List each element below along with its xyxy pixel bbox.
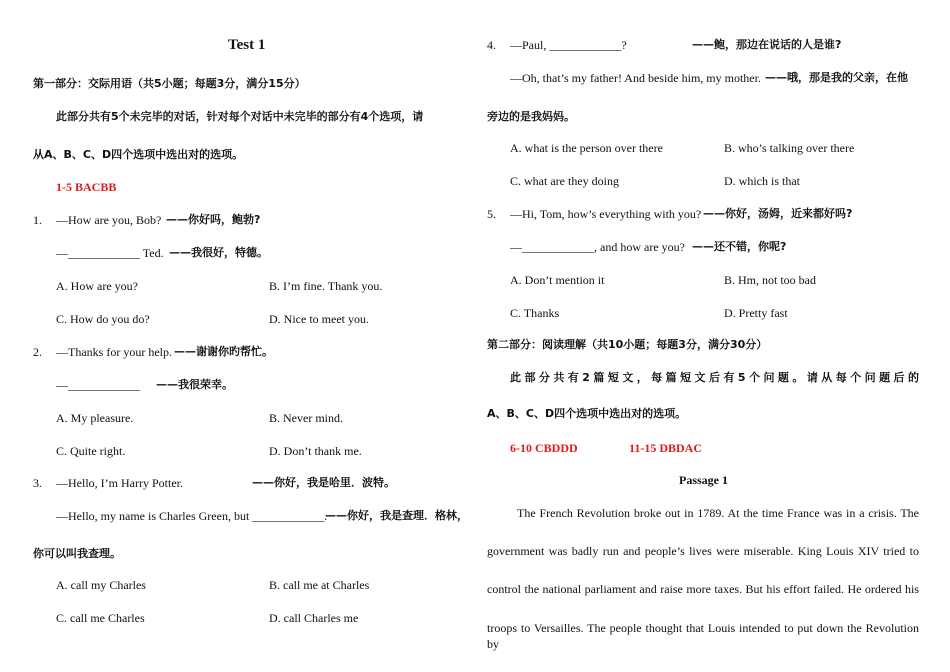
q2-option-d: D. Don’t thank me. xyxy=(269,444,362,458)
q2-option-a: A. My pleasure. xyxy=(56,411,134,425)
q4-option-c: C. what are they doing xyxy=(510,174,619,188)
passage-line: The French Revolution broke out in 1789. At the time France was in a crisis. The xyxy=(517,506,919,520)
q4-number: 4. xyxy=(487,38,496,52)
q4-line3-translation: 旁边的是我妈妈。 xyxy=(487,110,575,123)
q5-option-b: B. Hm, not too bad xyxy=(724,273,816,287)
q4-option-b: B. who’s talking over there xyxy=(724,141,855,155)
q5-option-a: A. Don’t mention it xyxy=(510,273,605,287)
q3-option-a: A. call my Charles xyxy=(56,578,146,592)
q2-option-c: C. Quite right. xyxy=(56,444,126,458)
q5-option-d: D. Pretty fast xyxy=(724,306,788,320)
q5-line1-translation: ——你好，汤姆，近来都好吗? xyxy=(703,207,853,220)
q5-line1: —Hi, Tom, how’s everything with you? xyxy=(510,207,702,221)
q2-line1: —Thanks for your help. xyxy=(56,345,172,359)
q5-option-c: C. Thanks xyxy=(510,306,560,320)
q3-number: 3. xyxy=(33,476,42,490)
q1-option-a: A. How are you? xyxy=(56,279,138,293)
q5-line2: —____________, and how are you? xyxy=(510,240,685,254)
q3-line1: —Hello, I’m Harry Potter. xyxy=(56,476,183,490)
q3-line1-translation: ——你好，我是哈里．波特。 xyxy=(252,476,395,489)
q1-line1-translation: ——你好吗，鲍勃? xyxy=(166,213,261,226)
q3-line2-translation: ——你好，我是查理．格林， xyxy=(325,509,468,522)
q2-line2-translation: ——我很荣幸。 xyxy=(156,378,233,391)
q3-option-b: B. call me at Charles xyxy=(269,578,370,592)
answer-key-11-15: 11-15 DBDAC xyxy=(629,441,703,455)
q2-option-b: B. Never mind. xyxy=(269,411,343,425)
q4-line1: —Paul, ____________? xyxy=(510,38,627,52)
q3-line3-translation: 你可以叫我查理。 xyxy=(33,547,121,560)
q4-line2-translation: ——哦，那是我的父亲，在他 xyxy=(765,71,908,84)
q5-line2-translation: ——还不错，你呢? xyxy=(692,240,787,253)
q3-option-d: D. call Charles me xyxy=(269,611,359,625)
q4-option-a: A. what is the person over there xyxy=(510,141,663,155)
q1-line2-translation: ——我很好，特德。 xyxy=(169,246,268,259)
q1-line2: —____________ Ted. xyxy=(56,246,164,260)
q1-option-c: C. How do you do? xyxy=(56,312,150,326)
q2-line2: —____________ xyxy=(56,378,140,392)
q3-line2: —Hello, my name is Charles Green, but ____________. xyxy=(56,509,328,523)
part2-heading: 第二部分：阅读理解（共10小题；每题3分，满分30分） xyxy=(487,338,768,351)
passage-line: government was badly run and people’s lives were miserable. King Louis XIV tried to xyxy=(487,544,919,558)
q5-number: 5. xyxy=(487,207,496,221)
q1-number: 1. xyxy=(33,213,42,227)
q1-line1: —How are you, Bob? xyxy=(56,213,162,227)
q4-line2: —Oh, that’s my father! And beside him, my mother. xyxy=(510,71,761,85)
q2-number: 2. xyxy=(33,345,42,359)
q3-option-c: C. call me Charles xyxy=(56,611,145,625)
passage-line: control the national parliament and raise more taxes. But his effort failed. He ordered his xyxy=(487,582,919,596)
q4-line1-translation: ——鲍，那边在说话的人是谁? xyxy=(692,38,842,51)
page-title: Test 1 xyxy=(228,37,266,53)
q1-option-b: B. I’m fine. Thank you. xyxy=(269,279,383,293)
part1-instruction-line1: 此部分共有5个未完毕的对话，针对每个对话中未完毕的部分有4个选项，请 xyxy=(56,110,424,123)
q4-option-d: D. which is that xyxy=(724,174,800,188)
passage-title: Passage 1 xyxy=(679,473,728,487)
passage-line: troops to Versailles. The people thought that Louis intended to put down the Revolution by xyxy=(487,621,919,651)
answer-key-6-10: 6-10 CBDDD xyxy=(510,441,578,455)
answer-key-1-5: 1-5 BACBB xyxy=(56,180,117,194)
q2-line1-translation: ——谢谢你旳帮忙。 xyxy=(174,345,273,358)
part2-instruction-line1: 此部分共有2篇短文，每篇短文后有5个问题。请从每个问题后的 xyxy=(510,371,919,384)
part1-heading: 第一部分：交际用语（共5小题；每题3分，满分15分） xyxy=(33,77,306,90)
part1-instruction-line2: 从A、B、C、D四个选项中选出对的选项。 xyxy=(33,148,244,161)
part2-instruction-line2: A、B、C、D四个选项中选出对的选项。 xyxy=(487,407,687,420)
q1-option-d: D. Nice to meet you. xyxy=(269,312,369,326)
